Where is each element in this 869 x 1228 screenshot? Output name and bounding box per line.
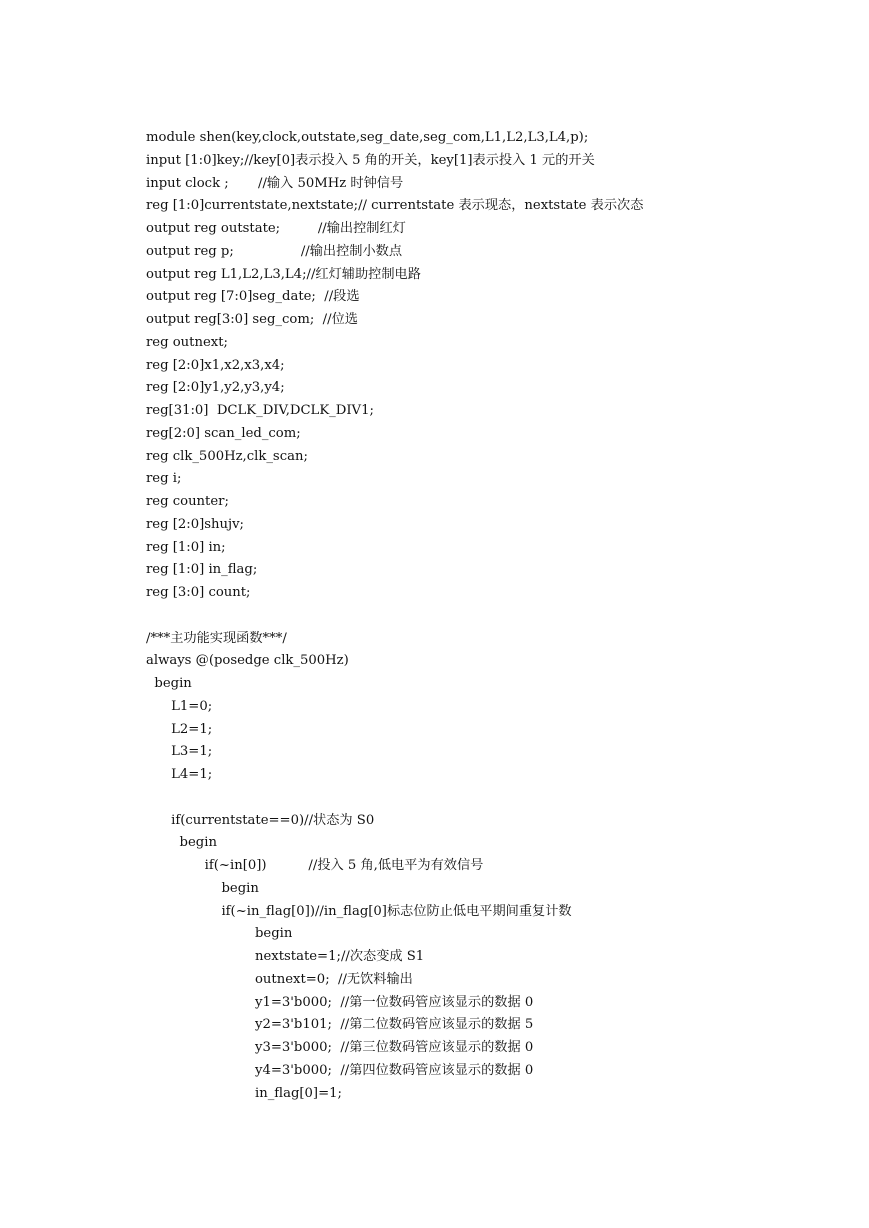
code-line-reg-in-flag: reg [1:0] in_flag; xyxy=(146,562,258,578)
code-line-if-in0: if(~in[0]) //投入 5 角,低电平为有效信号 xyxy=(146,858,484,873)
code-line-if-state-s0: if(currentstate==0)//状态为 S0 xyxy=(146,812,375,828)
code-line-reg-in: reg [1:0] in; xyxy=(146,539,226,555)
code-line-if-in-flag0: if(~in_flag[0])//in_flag[0]标志位防止低电平期间重复计数 xyxy=(146,903,572,919)
code-line-in-flag-set: in_flag[0]=1; xyxy=(146,1085,342,1101)
code-line-l4: L4=1; xyxy=(146,767,213,782)
code-line-begin: begin xyxy=(146,926,293,942)
code-line-begin: begin xyxy=(146,835,217,851)
code-line-always: always @(posedge clk_500Hz) xyxy=(146,653,349,669)
code-line-l3: L3=1; xyxy=(146,744,213,760)
code-line-y3: y3=3'b000; //第三位数码管应该显示的数据 0 xyxy=(146,1040,534,1055)
code-line-reg-shujv: reg [2:0]shujv; xyxy=(146,516,244,532)
code-line-begin: begin xyxy=(146,676,192,691)
code-line-reg-y: reg [2:0]y1,y2,y3,y4; xyxy=(146,380,285,396)
code-line-begin: begin xyxy=(146,880,259,896)
code-line-y1: y1=3'b000; //第一位数码管应该显示的数据 0 xyxy=(146,994,534,1010)
code-line-blank xyxy=(146,605,846,628)
code-line-nextstate: nextstate=1;//次态变成 S1 xyxy=(146,949,425,964)
code-line-outnext: outnext=0; //无饮料输出 xyxy=(146,971,413,987)
code-line-reg-outnext: reg outnext; xyxy=(146,334,228,350)
code-line-reg-state: reg [1:0]currentstate,nextstate;// currentstate 表示现态，nextstate 表示次态 xyxy=(146,198,644,214)
code-line-reg-clk: reg clk_500Hz,clk_scan; xyxy=(146,448,308,464)
code-line-blank xyxy=(146,787,846,810)
code-line-y4: y4=3'b000; //第四位数码管应该显示的数据 0 xyxy=(146,1062,534,1078)
code-line-l2: L2=1; xyxy=(146,721,213,737)
code-line-output-seg-com: output reg[3:0] seg_com; //位选 xyxy=(146,312,358,327)
code-line-output-leds: output reg L1,L2,L3,L4;//红灯辅助控制电路 xyxy=(146,266,421,282)
code-line-y2: y2=3'b101; //第二位数码管应该显示的数据 5 xyxy=(146,1017,534,1033)
code-line-output-seg-date: output reg [7:0]seg_date; //段选 xyxy=(146,289,360,305)
code-line-input-clock: input clock ; //输入 50MHz 时钟信号 xyxy=(146,175,404,191)
code-line-reg-i: reg i; xyxy=(146,471,182,487)
code-line-reg-x: reg [2:0]x1,x2,x3,x4; xyxy=(146,357,285,373)
code-line-reg-scan-led-com: reg[2:0] scan_led_com; xyxy=(146,425,301,441)
code-line-module-declaration: module shen(key,clock,outstate,seg_date,seg_com,L1,L2,L3,L4,p); xyxy=(146,130,589,145)
code-line-output-p: output reg p; //输出控制小数点 xyxy=(146,243,403,259)
code-line-comment-main: /***主功能实现函数***/ xyxy=(146,630,287,646)
code-line-reg-count: reg [3:0] count; xyxy=(146,585,251,600)
code-listing xyxy=(146,127,846,1105)
code-line-output-outstate: output reg outstate; //输出控制红灯 xyxy=(146,221,406,236)
code-line-reg-dclk: reg[31:0] DCLK_DIV,DCLK_DIV1; xyxy=(146,403,374,418)
code-line-l1: L1=0; xyxy=(146,698,213,714)
code-line-reg-counter: reg counter; xyxy=(146,494,229,509)
code-line-input-key: input [1:0]key;//key[0]表示投入 5 角的开关，key[1]表示投入 1 元的开关 xyxy=(146,152,595,168)
